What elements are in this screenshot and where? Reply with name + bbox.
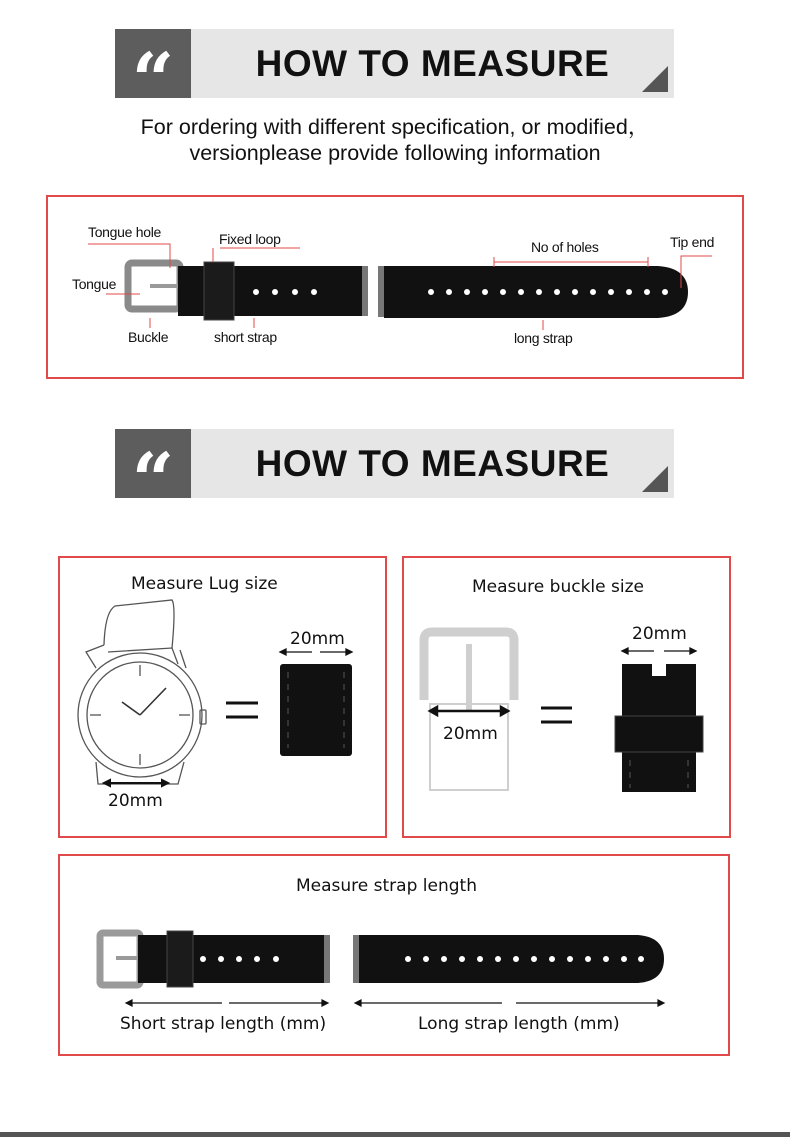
banner-title: HOW TO MEASURE: [255, 443, 610, 484]
long-strap-length-label: Long strap length (mm): [418, 1014, 620, 1034]
buckle-panel-title: Measure buckle size: [472, 577, 644, 597]
quote-icon: “: [115, 29, 191, 98]
tip-end-label: Tip end: [670, 234, 715, 250]
short-strap-length-label: Short strap length (mm): [120, 1014, 327, 1034]
no-of-holes-label: No of holes: [531, 239, 599, 255]
long-strap-label: long strap: [514, 330, 573, 346]
intro-line-2: versionplease provide following information: [189, 141, 601, 165]
tongue-hole-label: Tongue hole: [88, 224, 161, 240]
banner-title: HOW TO MEASURE: [255, 43, 610, 84]
length-panel-title: Measure strap length: [296, 876, 477, 896]
lug-panel-title: Measure Lug size: [131, 574, 278, 594]
intro-line-1: For ordering with different specification, or modified，: [140, 115, 650, 139]
buckle-strap-width-label: 20mm: [632, 624, 687, 644]
strap-width-label: 20mm: [290, 629, 345, 649]
quote-icon: “: [115, 429, 191, 498]
short-strap-label: short strap: [214, 329, 277, 345]
fixed-loop-label: Fixed loop: [219, 231, 281, 247]
tongue-label: Tongue: [72, 276, 117, 292]
buckle-label: Buckle: [128, 329, 169, 345]
bottom-divider: [0, 1132, 790, 1137]
buckle-width-label: 20mm: [443, 724, 498, 744]
lug-width-label: 20mm: [108, 791, 163, 811]
